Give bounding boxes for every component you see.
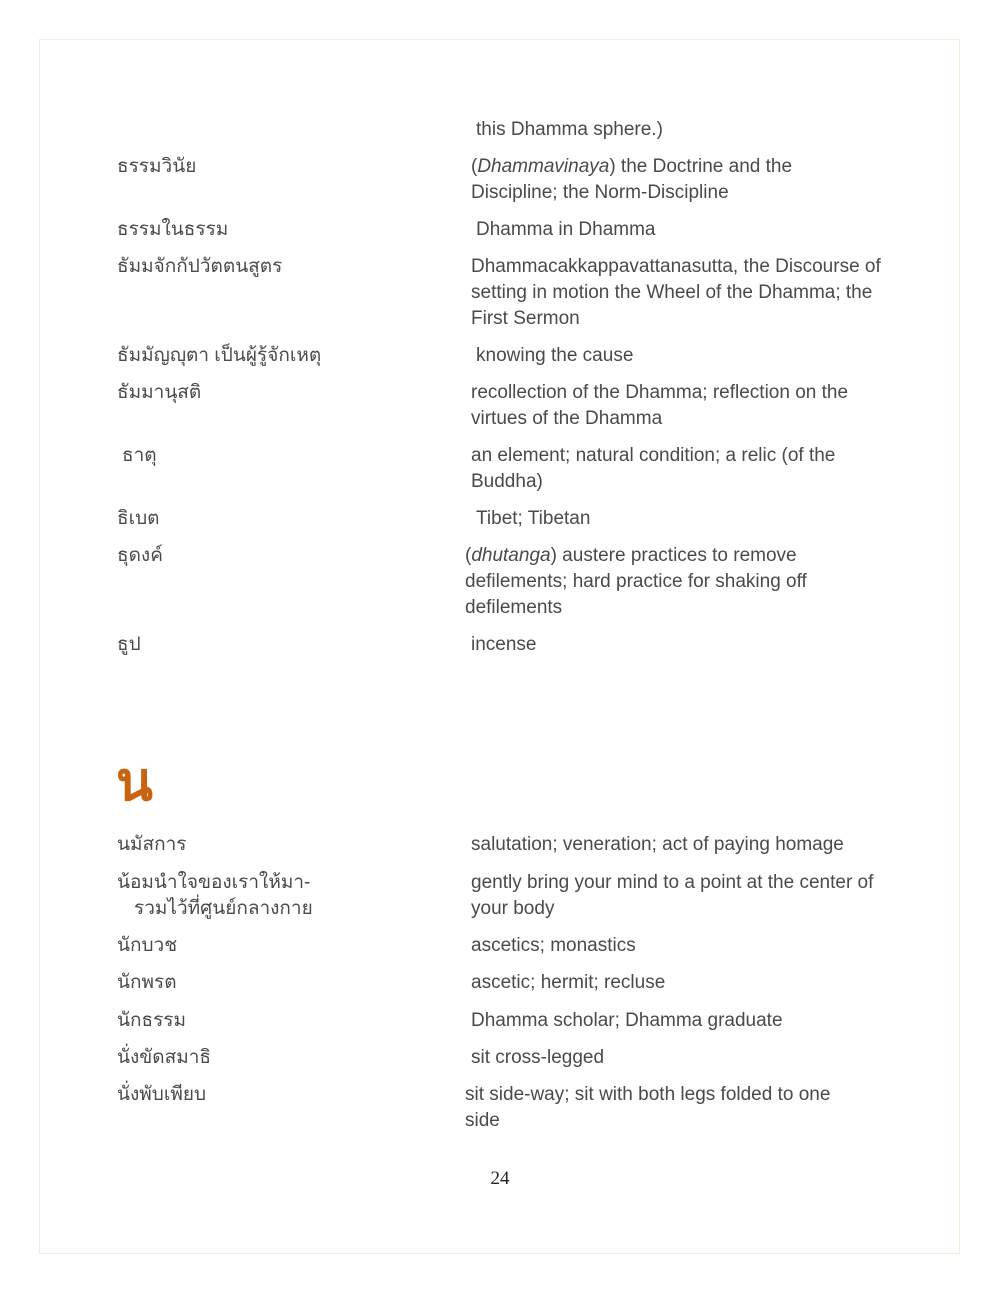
entry-definition: an element; natural condition; a relic (of the Buddha) [471, 445, 836, 492]
entry-term: นักธรรม [117, 1010, 187, 1031]
entry-term: ธรรมในธรรม [117, 219, 229, 240]
entry-term: ธาตุ [122, 445, 157, 466]
entry-definition: ascetic; hermit; recluse [471, 972, 666, 993]
entry-definition: Dhamma in Dhamma [476, 219, 656, 240]
entry-term: ธัมมจักกัปวัตตนสูตร [117, 256, 283, 277]
entry-term: ธัมมานุสติ [117, 382, 202, 403]
entry-term-line-2: รวมไว้ที่ศูนย์กลางกาย [134, 898, 313, 919]
entry-term: ธิเบต [117, 508, 160, 529]
entry-term: นักพรต [117, 972, 177, 993]
section-letter-heading: น [116, 750, 153, 813]
entry-definition: ascetics; monastics [471, 935, 636, 956]
entry-definition: recollection of the Dhamma; reflection on the virtues of the Dhamma [471, 382, 849, 429]
entry-definition: sit cross-legged [471, 1047, 605, 1068]
entry-term: นั่งพับเพียบ [117, 1084, 207, 1105]
entry-term: นักบวช [117, 935, 178, 956]
entry-definition: sit side-way; sit with both legs folded to one side [465, 1084, 831, 1131]
page-number: 24 [490, 1168, 510, 1189]
entry-definition: knowing the cause [476, 345, 634, 366]
entry-term: นั่งขัดสมาธิ [117, 1047, 211, 1068]
pali-term: dhutanga [471, 545, 551, 566]
entry-definition: Dhammacakkappavattanasutta, the Discourse of setting in motion the Wheel of the Dhamma; the First Sermon [471, 256, 881, 329]
entry-definition: this Dhamma sphere.) [476, 119, 663, 140]
entry-definition: gently bring your mind to a point at the center of your body [471, 872, 874, 919]
entry-term: ธุดงค์ [117, 545, 163, 566]
entry-term: ธรรมวินัย [117, 156, 197, 177]
entry-term [117, 870, 447, 922]
entry-definition: incense [471, 634, 537, 655]
entry-definition: (Dhammavinaya) the Doctrine and the Discipline; the Norm-Discipline [471, 156, 793, 203]
pali-term: Dhammavinaya [477, 156, 610, 177]
entry-definition: Dhamma scholar; Dhamma graduate [471, 1010, 783, 1031]
entry-definition: salutation; veneration; act of paying homage [471, 834, 844, 855]
entry-term: นมัสการ [117, 834, 187, 855]
entry-term: ธัมมัญญุตา เป็นผู้รู้จักเหตุ [117, 345, 322, 366]
entry-term: ธูป [117, 634, 141, 655]
entry-definition: Tibet; Tibetan [476, 508, 591, 529]
entry-term-line-1: น้อมนำใจของเราให้มา- [117, 872, 311, 893]
entry-definition: (dhutanga) austere practices to remove defilements; hard practice for shaking off defilements [465, 545, 807, 618]
